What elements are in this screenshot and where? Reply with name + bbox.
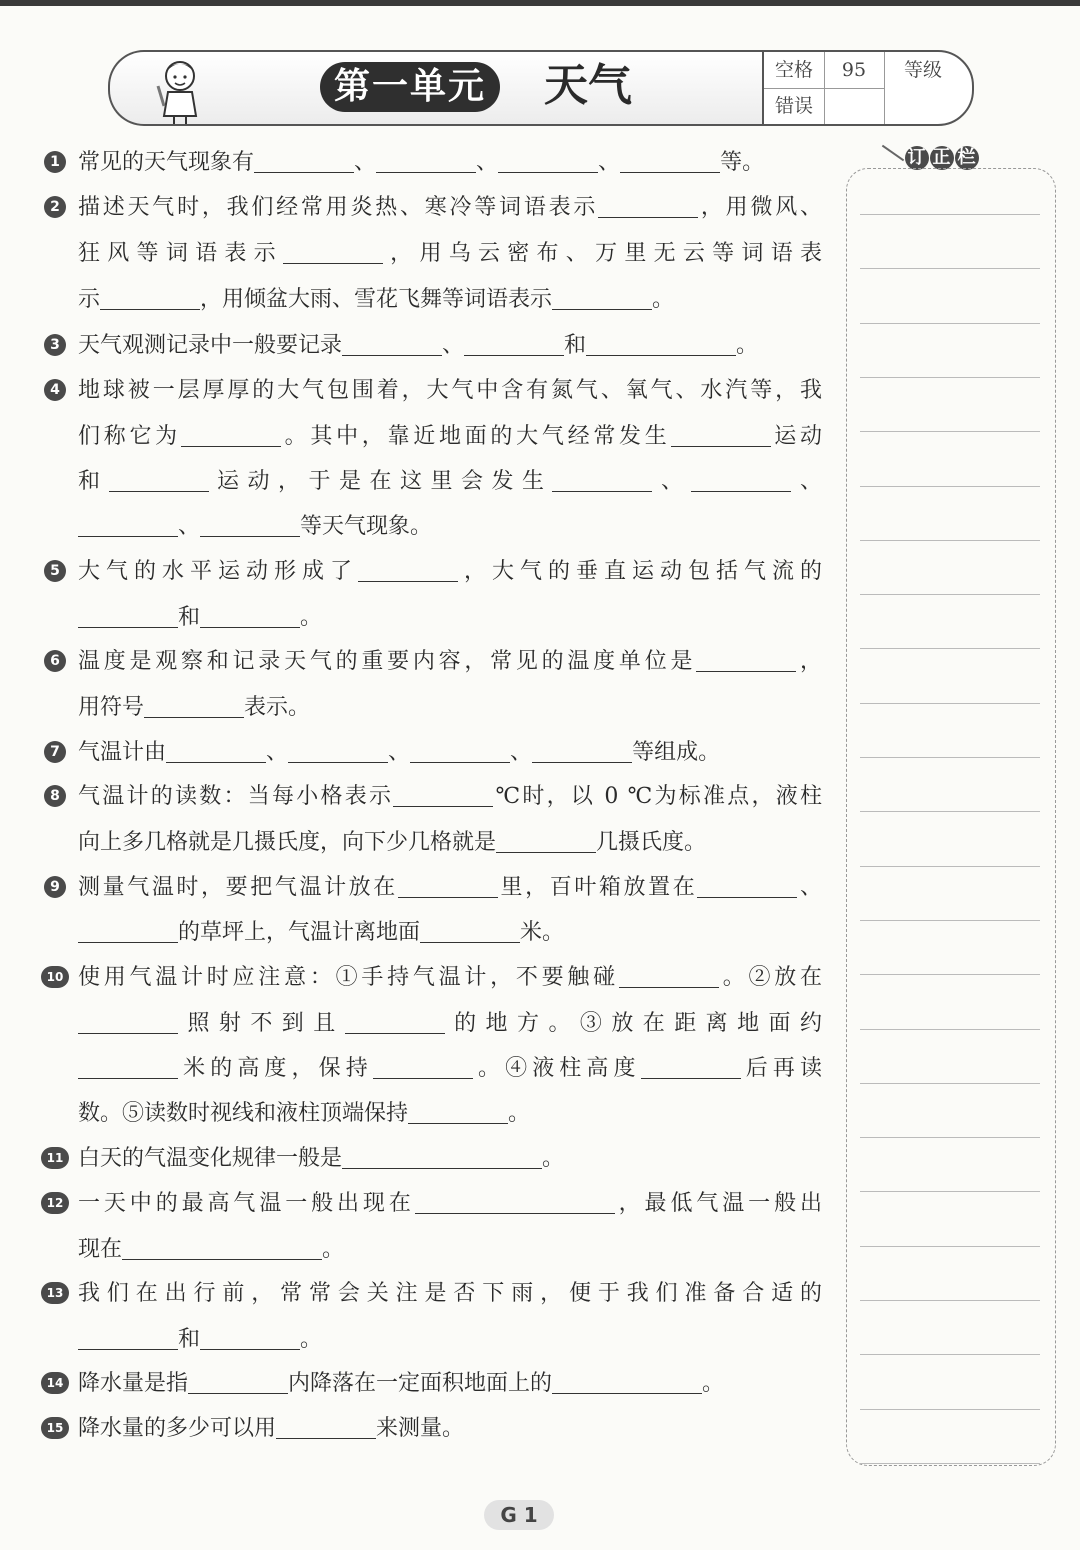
- question-text: 和: [564, 333, 587, 358]
- correction-rule[interactable]: [860, 268, 1040, 269]
- question-line: [78, 459, 822, 504]
- question-text: 降水量是指: [78, 1371, 189, 1396]
- question-line: [78, 323, 758, 368]
- answer-blank[interactable]: [78, 916, 178, 943]
- answer-blank[interactable]: [109, 465, 209, 492]
- correction-rule[interactable]: [860, 1300, 1040, 1301]
- question-line: [78, 955, 822, 1000]
- answer-blank[interactable]: [393, 780, 493, 807]
- question-text: 等天气现象。: [300, 514, 433, 539]
- question-line: [78, 865, 822, 910]
- answer-blank[interactable]: [552, 283, 652, 310]
- correction-tick-icon: [882, 145, 904, 162]
- answer-blank[interactable]: [100, 283, 200, 310]
- question-text: 。: [300, 1327, 323, 1352]
- question-text: 测量气温时，要把气温计放在: [78, 875, 398, 900]
- question-text: 们称它为: [78, 424, 181, 449]
- question-text: 示: [78, 287, 101, 312]
- question-text: 等。: [720, 150, 765, 175]
- blanks-label: 空格: [774, 59, 813, 81]
- correction-rule[interactable]: [860, 1029, 1040, 1030]
- question-text: 、: [797, 875, 822, 900]
- question-text: 。其中，靠近地面的大气经常发生: [280, 424, 671, 449]
- correction-rule[interactable]: [860, 703, 1040, 704]
- question-text: 数。⑤读数时视线和液柱顶端保持: [78, 1101, 409, 1126]
- question-line: [78, 1317, 322, 1362]
- correction-rule[interactable]: [860, 594, 1040, 595]
- question-text: 、: [598, 150, 621, 175]
- answer-blank[interactable]: [691, 465, 791, 492]
- question-text: 和: [178, 1327, 201, 1352]
- correction-char: 正: [930, 146, 954, 170]
- correction-rule[interactable]: [860, 1409, 1040, 1410]
- answer-blank[interactable]: [342, 1142, 542, 1169]
- question-text: 。: [300, 605, 323, 630]
- correction-rule[interactable]: [860, 377, 1040, 378]
- correction-rule[interactable]: [860, 486, 1040, 487]
- question-line: [78, 504, 432, 549]
- question-text: 、: [476, 150, 499, 175]
- question-number: 11: [41, 1147, 69, 1169]
- question-number: 2: [44, 196, 66, 218]
- answer-blank[interactable]: [78, 1323, 178, 1350]
- answer-blank[interactable]: [342, 329, 442, 356]
- answer-blank[interactable]: [671, 420, 771, 447]
- answer-blank[interactable]: [641, 1052, 741, 1079]
- answer-blank[interactable]: [358, 555, 458, 582]
- question-text: 。: [736, 333, 759, 358]
- question-text: 等组成。: [632, 740, 721, 765]
- question-number: 8: [44, 785, 66, 807]
- question-text: 米的高度，保持: [178, 1056, 373, 1081]
- correction-rule[interactable]: [860, 866, 1040, 867]
- answer-blank[interactable]: [420, 916, 520, 943]
- question-text: 常见的天气现象有: [78, 150, 255, 175]
- answer-blank[interactable]: [619, 961, 719, 988]
- question-text: 表示。: [244, 695, 311, 720]
- question-line: [78, 730, 720, 775]
- question-number: 13: [41, 1282, 69, 1304]
- question-text: 内降落在一定面积地面上的: [288, 1371, 553, 1396]
- question-text: 白天的气温变化规律一般是: [78, 1146, 343, 1171]
- question-text: 几摄氏度。: [596, 830, 707, 855]
- question-text: 。: [702, 1371, 725, 1396]
- question-line: [78, 1271, 822, 1316]
- question-number: 4: [44, 379, 66, 401]
- correction-rule[interactable]: [860, 811, 1040, 812]
- correction-rule[interactable]: [860, 920, 1040, 921]
- correction-rule[interactable]: [860, 648, 1040, 649]
- question-line: [78, 368, 822, 413]
- question-text: 米。: [520, 920, 565, 945]
- answer-blank[interactable]: [78, 510, 178, 537]
- correction-rule[interactable]: [860, 214, 1040, 215]
- question-line: [78, 1001, 822, 1046]
- answer-blank[interactable]: [376, 146, 476, 173]
- question-text: ℃时，以 0 ℃为标准点，液柱: [493, 784, 822, 809]
- question-line: [78, 639, 822, 684]
- question-number: 9: [44, 876, 66, 898]
- question-text: 大气的水平运动形成了: [78, 559, 358, 584]
- question-line: [78, 185, 822, 230]
- answer-blank[interactable]: [398, 871, 498, 898]
- question-text: 后再读: [740, 1056, 822, 1081]
- answer-blank[interactable]: [697, 871, 797, 898]
- question-number: 10: [41, 966, 69, 988]
- question-text: ，最低气温一般出: [614, 1191, 822, 1216]
- question-line: [78, 1361, 724, 1406]
- question-text: 运动: [770, 424, 822, 449]
- question-text: 、: [178, 514, 201, 539]
- question-number: 14: [41, 1372, 69, 1394]
- answer-blank[interactable]: [586, 329, 736, 356]
- question-text: 。④液柱高度: [472, 1056, 641, 1081]
- question-number: 12: [41, 1192, 69, 1214]
- correction-title: [905, 146, 980, 170]
- divider: [764, 88, 884, 89]
- question-text: 。: [652, 287, 675, 312]
- question-text: 的草坪上，气温计离地面: [178, 920, 421, 945]
- question-text: ，用倾盆大雨、雪花飞舞等词语表示: [200, 287, 553, 312]
- answer-blank[interactable]: [188, 1367, 288, 1394]
- score-table: [762, 50, 974, 126]
- question-line: [78, 820, 706, 865]
- answer-blank[interactable]: [598, 191, 698, 218]
- question-text: 、: [354, 150, 377, 175]
- question-number: 15: [41, 1417, 69, 1439]
- correction-char: 栏: [955, 146, 979, 170]
- answer-blank[interactable]: [288, 736, 388, 763]
- answer-blank[interactable]: [144, 691, 244, 718]
- question-line: [78, 414, 822, 459]
- answer-blank[interactable]: [166, 736, 266, 763]
- question-text: 运动，于是在这里会发生: [208, 469, 553, 494]
- question-text: ，: [796, 649, 822, 674]
- question-text: 一天中的最高气温一般出现在: [78, 1191, 415, 1216]
- answer-blank[interactable]: [200, 601, 300, 628]
- answer-blank[interactable]: [373, 1052, 473, 1079]
- correction-rule[interactable]: [860, 1137, 1040, 1138]
- question-text: 来测量。: [376, 1416, 465, 1441]
- question-line: [78, 1181, 822, 1226]
- question-text: 使用气温计时应注意：①手持气温计，不要触碰: [78, 965, 619, 990]
- answer-blank[interactable]: [464, 329, 564, 356]
- question-text: 气温计由: [78, 740, 167, 765]
- question-text: 、: [442, 333, 465, 358]
- question-text: 天气观测记录中一般要记录: [78, 333, 343, 358]
- question-text: ，用微风、: [698, 195, 822, 220]
- answer-blank[interactable]: [181, 420, 281, 447]
- question-line: [78, 685, 310, 730]
- correction-rule[interactable]: [860, 1191, 1040, 1192]
- answer-blank[interactable]: [276, 1412, 376, 1439]
- question-text: 、: [266, 740, 289, 765]
- answer-blank[interactable]: [496, 826, 596, 853]
- question-text: 。: [322, 1237, 345, 1262]
- question-line: [78, 231, 822, 276]
- question-line: [78, 1406, 464, 1451]
- question-text: 的地方。③放在距离地面约: [444, 1011, 822, 1036]
- answer-blank[interactable]: [498, 146, 598, 173]
- grade-label: 等级: [903, 59, 942, 81]
- question-line: [78, 277, 674, 322]
- answer-blank[interactable]: [122, 1233, 322, 1260]
- correction-rule[interactable]: [860, 1083, 1040, 1084]
- question-text: 描述天气时，我们经常用炎热、寒冷等词语表示: [78, 195, 599, 220]
- answer-blank[interactable]: [408, 1097, 508, 1124]
- answer-blank[interactable]: [415, 1187, 615, 1214]
- question-line: [78, 1046, 822, 1091]
- question-number: 1: [44, 151, 66, 173]
- errors-label: 错误: [774, 95, 813, 117]
- answer-blank[interactable]: [78, 1052, 178, 1079]
- question-number: 5: [44, 560, 66, 582]
- answer-blank[interactable]: [410, 736, 510, 763]
- question-text: 现在: [78, 1237, 123, 1262]
- page-number: G 1: [484, 1500, 554, 1530]
- question-number: 7: [44, 741, 66, 763]
- question-text: 。: [542, 1146, 565, 1171]
- question-line: [78, 774, 822, 819]
- question-text: 用符号: [78, 695, 145, 720]
- topic-title: 天气: [544, 60, 632, 111]
- question-line: [78, 595, 322, 640]
- question-text: 我们在出行前，常常会关注是否下雨，便于我们准备合适的: [78, 1281, 822, 1306]
- answer-blank[interactable]: [552, 465, 652, 492]
- correction-rule[interactable]: [860, 540, 1040, 541]
- question-text: 狂风等词语表示: [78, 241, 283, 266]
- answer-blank[interactable]: [283, 237, 383, 264]
- correction-rule[interactable]: [860, 1463, 1040, 1464]
- question-number: 3: [44, 334, 66, 356]
- question-line: [78, 1091, 530, 1136]
- unit-title: 第一单元: [320, 62, 500, 112]
- question-line: [78, 140, 764, 185]
- correction-rule[interactable]: [860, 1246, 1040, 1247]
- question-text: 。②放在: [718, 965, 822, 990]
- correction-rule[interactable]: [860, 974, 1040, 975]
- question-text: 气温计的读数：当每小格表示: [78, 784, 394, 809]
- divider: [884, 52, 885, 124]
- question-text: 照射不到且: [178, 1011, 345, 1036]
- question-text: 和: [178, 605, 201, 630]
- question-text: 、: [652, 469, 692, 494]
- question-text: 、: [388, 740, 411, 765]
- correction-char: 订: [905, 146, 929, 170]
- answer-blank[interactable]: [254, 146, 354, 173]
- question-line: [78, 549, 822, 594]
- answer-blank[interactable]: [696, 645, 796, 672]
- question-text: 和: [78, 469, 109, 494]
- blanks-value: 95: [841, 59, 867, 81]
- question-line: [78, 1227, 344, 1272]
- question-text: ，大气的垂直运动包括气流的: [458, 559, 822, 584]
- answer-blank[interactable]: [552, 1367, 702, 1394]
- answer-blank[interactable]: [345, 1007, 445, 1034]
- correction-rule[interactable]: [860, 1354, 1040, 1355]
- question-text: ，用乌云密布、万里无云等词语表: [382, 241, 822, 266]
- question-text: 。: [508, 1101, 531, 1126]
- correction-rule[interactable]: [860, 431, 1040, 432]
- question-text: 降水量的多少可以用: [78, 1416, 277, 1441]
- question-number: 6: [44, 650, 66, 672]
- top-edge: [0, 0, 1080, 6]
- question-text: 、: [791, 469, 822, 494]
- answer-blank[interactable]: [620, 146, 720, 173]
- answer-blank[interactable]: [532, 736, 632, 763]
- question-line: [78, 910, 564, 955]
- answer-blank[interactable]: [200, 1323, 300, 1350]
- answer-blank[interactable]: [78, 601, 178, 628]
- question-text: 温度是观察和记录天气的重要内容，常见的温度单位是: [78, 649, 697, 674]
- student-mascot-icon: [150, 56, 210, 126]
- question-text: 向上多几格就是几摄氏度，向下少几格就是: [78, 830, 497, 855]
- correction-column: [846, 168, 1056, 1466]
- correction-rule[interactable]: [860, 323, 1040, 324]
- question-line: [78, 1136, 564, 1181]
- answer-blank[interactable]: [78, 1007, 178, 1034]
- question-text: 里，百叶箱放置在: [497, 875, 698, 900]
- question-text: 地球被一层厚厚的大气包围着，大气中含有氮气、氧气、水汽等，我: [78, 378, 822, 403]
- question-text: 、: [510, 740, 533, 765]
- errors-value[interactable]: [824, 88, 884, 124]
- correction-rule[interactable]: [860, 757, 1040, 758]
- answer-blank[interactable]: [200, 510, 300, 537]
